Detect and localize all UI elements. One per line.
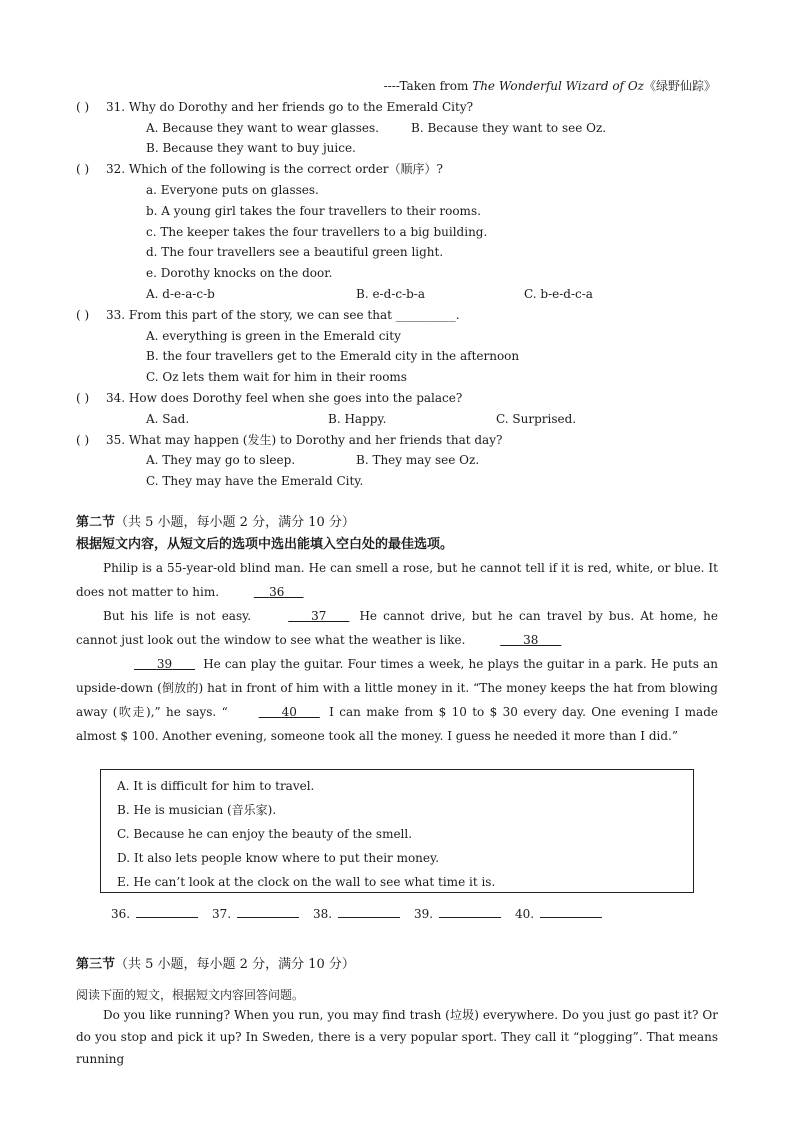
box-option: D. It also lets people know where to put their money. [117, 851, 440, 865]
blank-number: 37 [311, 609, 327, 623]
order-item: e. Dorothy knocks on the door. [146, 266, 333, 280]
option: A. Because they want to wear glasses. [146, 121, 379, 135]
answer-line[interactable] [439, 905, 501, 918]
section-note: （共 5 小题，每小题 2 分，满分 10 分） [115, 957, 355, 972]
answer-label: 38. [313, 907, 333, 921]
blank-number: 36 [269, 585, 285, 599]
source-cn-title: 《绿野仙踪》 [643, 79, 716, 93]
option: B. e-d-c-b-a [356, 287, 426, 301]
option: B. Because they want to buy juice. [146, 141, 356, 155]
section-2-heading [76, 515, 355, 531]
box-option: B. He is musician (音乐家). [117, 803, 277, 817]
section-3-instruction: 阅读下面的短文，根据短文内容回答问题。 [76, 988, 305, 1002]
answer-slot-37[interactable] [212, 905, 299, 922]
option: C. Surprised. [496, 412, 577, 426]
answer-label: 39. [414, 907, 434, 921]
question-stem: 33. From this part of the story, we can see that __________. [106, 308, 460, 322]
box-option: E. He can’t look at the clock on the wall to see what time it is. [117, 875, 496, 889]
blank-number: 39 [156, 657, 173, 671]
question-31 [76, 99, 473, 115]
option: A. d-e-a-c-b [146, 287, 215, 301]
answer-slot-39[interactable] [414, 905, 501, 922]
order-item: d. The four travellers see a beautiful green light. [146, 245, 444, 259]
section-note: （共 5 小题，每小题 2 分，满分 10 分） [115, 515, 355, 530]
order-item: c. The keeper takes the four travellers to a big building. [146, 225, 488, 239]
answer-slot-36[interactable] [111, 905, 198, 922]
answer-label: 37. [212, 907, 232, 921]
answer-line[interactable] [237, 905, 299, 918]
section-title: 第三节 [76, 957, 116, 972]
question-stem: 34. How does Dorothy feel when she goes into the palace? [106, 391, 463, 405]
section-2-instruction: 根据短文内容，从短文后的选项中选出能填入空白处的最佳选项。 [76, 537, 454, 552]
option: B. Happy. [328, 412, 387, 426]
question-stem: 31. Why do Dorothy and her friends go to the Emerald City? [106, 100, 474, 114]
answer-label: 40. [515, 907, 535, 921]
box-option: C. Because he can enjoy the beauty of the smell. [117, 827, 413, 841]
passage-text: He cannot drive, but he can travel by bus. At home, he cannot just look out the window to see what the weather is like. [76, 609, 718, 647]
question-stem: 32. Which of the following is the correct order（顺序）? [106, 162, 443, 176]
blank-40[interactable] [228, 700, 324, 724]
passage-paragraph [76, 652, 718, 748]
question-33 [76, 307, 460, 323]
answer-paren[interactable]: ( ) [76, 308, 90, 322]
answer-paren[interactable]: ( ) [76, 162, 90, 176]
passage-text: Philip is a 55-year-old blind man. He can smell a rose, but he cannot tell if it is red, white, or blue. It does not matter to him. [76, 561, 718, 599]
blank-38[interactable] [469, 628, 565, 652]
box-option: A. It is difficult for him to travel. [117, 779, 315, 793]
order-item: b. A young girl takes the four travellers to their rooms. [146, 204, 481, 218]
option: A. They may go to sleep. [146, 453, 296, 467]
answer-paren[interactable]: ( ) [76, 433, 90, 447]
option: A. everything is green in the Emerald city [146, 329, 401, 343]
blank-number: 40 [281, 705, 297, 719]
answer-slot-38[interactable] [313, 905, 400, 922]
passage-paragraph [76, 556, 718, 604]
option: B. Because they want to see Oz. [411, 121, 607, 135]
section-3-heading [76, 957, 355, 973]
question-32 [76, 161, 443, 177]
options-box [100, 769, 694, 893]
passage-paragraph [76, 604, 718, 652]
option: B. They may see Oz. [356, 453, 480, 467]
option: C. They may have the Emerald City. [146, 474, 364, 488]
answer-line[interactable] [540, 905, 602, 918]
source-title: The Wonderful Wizard of Oz [472, 79, 644, 93]
blank-37[interactable] [257, 604, 353, 628]
passage-text: He can play the guitar. Four times a week, he plays the guitar in a park. He puts an upside-down (倒放的) hat in front of him with a little money in it. “The money keeps the hat from blowing away (吹走),” he says. “ [76, 657, 718, 719]
blank-number: 38 [523, 633, 539, 647]
answer-line[interactable] [338, 905, 400, 918]
passage-paragraph: Do you like running? When you run, you may find trash (垃圾) everywhere. Do you just go past it? Or do you stop and pick it up? In Sweden, there is a very popular sport. They call it “plogging”. That means running [76, 1008, 718, 1066]
passage-text: But his life is not easy. [103, 609, 252, 623]
answer-label: 36. [111, 907, 131, 921]
option: C. b-e-d-c-a [524, 287, 593, 301]
answer-paren[interactable]: ( ) [76, 391, 90, 405]
question-stem: 35. What may happen (发生) to Dorothy and her friends that day? [106, 433, 503, 447]
blank-39[interactable] [103, 652, 199, 676]
answer-paren[interactable]: ( ) [76, 100, 90, 114]
source-prefix: ----Taken from [383, 79, 473, 93]
option: C. Oz lets them wait for him in their rooms [146, 370, 407, 384]
question-34 [76, 390, 462, 406]
answer-slot-40[interactable] [515, 905, 602, 922]
option: A. Sad. [146, 412, 190, 426]
passage-text: I can make from $ 10 to $ 30 every day. One evening I made almost $ 100. Another evening, someone took all the money. I guess he needed it more than I did.” [76, 705, 718, 743]
blank-36[interactable] [223, 580, 308, 604]
source-credit [384, 78, 716, 94]
option: B. the four travellers get to the Emerald city in the afternoon [146, 349, 520, 363]
section-title: 第二节 [76, 515, 116, 530]
answer-line[interactable] [136, 905, 198, 918]
question-35 [76, 432, 502, 448]
order-item: a. Everyone puts on glasses. [146, 183, 319, 197]
